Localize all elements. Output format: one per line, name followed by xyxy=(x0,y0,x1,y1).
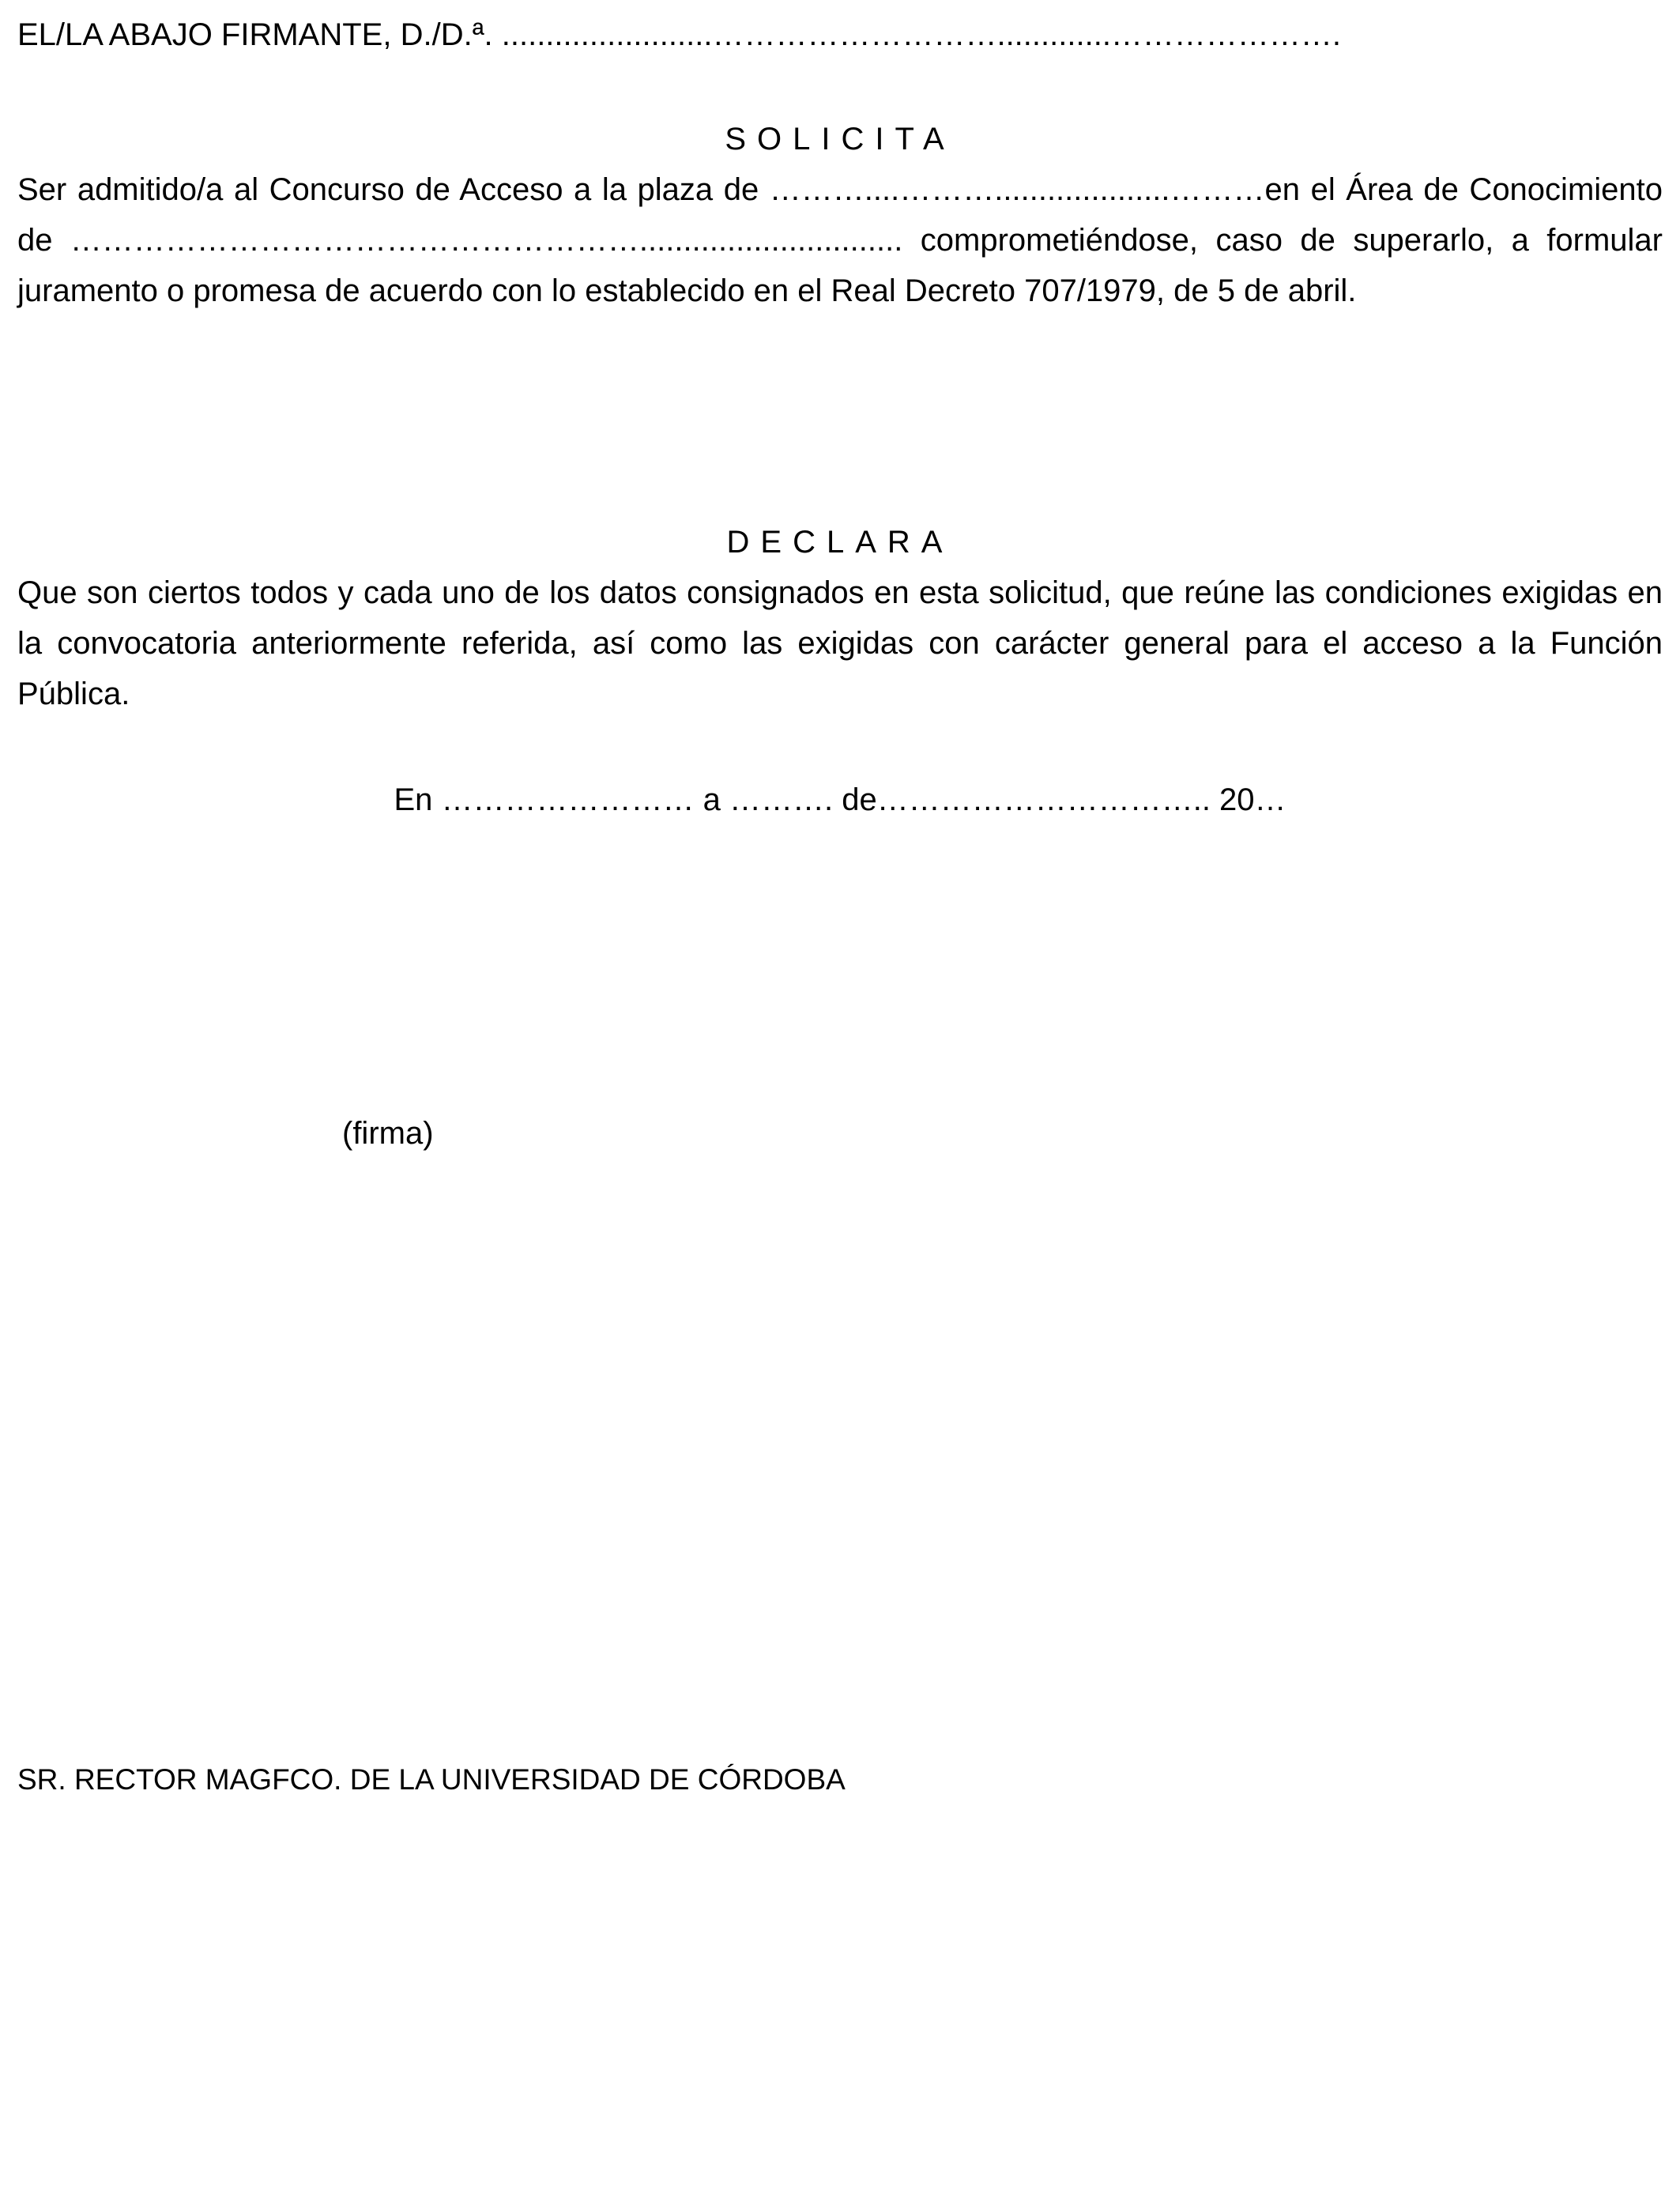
solicita-heading: SOLICITA xyxy=(725,122,955,156)
declara-heading: DECLARA xyxy=(726,525,954,560)
place-date-line: En …………………… a ………. de………………………….. 20… xyxy=(394,782,1286,817)
signature-label: (firma) xyxy=(342,1116,434,1151)
recipient-line: SR. RECTOR MAGFCO. DE LA UNIVERSIDAD DE CÓRDOBA xyxy=(17,1763,846,1796)
applicant-line: EL/LA ABAJO FIRMANTE, D./D.ª. ........................……………………….............…………………. xyxy=(17,17,1342,52)
solicita-body: Ser admitido/a al Concurso de Acceso a la plaza de ………....………....................………en el Área de Conocimiento de ……………………………………………….............................. comprometiéndose, caso de superarlo, a formular juramento o promesa de acuerdo con lo establecido en el Real Decreto 707/1979, de 5 de abril. xyxy=(17,172,1663,308)
declara-body: Que son ciertos todos y cada uno de los datos consignados en esta solicitud, que reúne las condiciones exigidas en la convocatoria anteriormente referida, así como las exigidas con carácter general para el acceso a la Función Pública. xyxy=(17,575,1663,711)
